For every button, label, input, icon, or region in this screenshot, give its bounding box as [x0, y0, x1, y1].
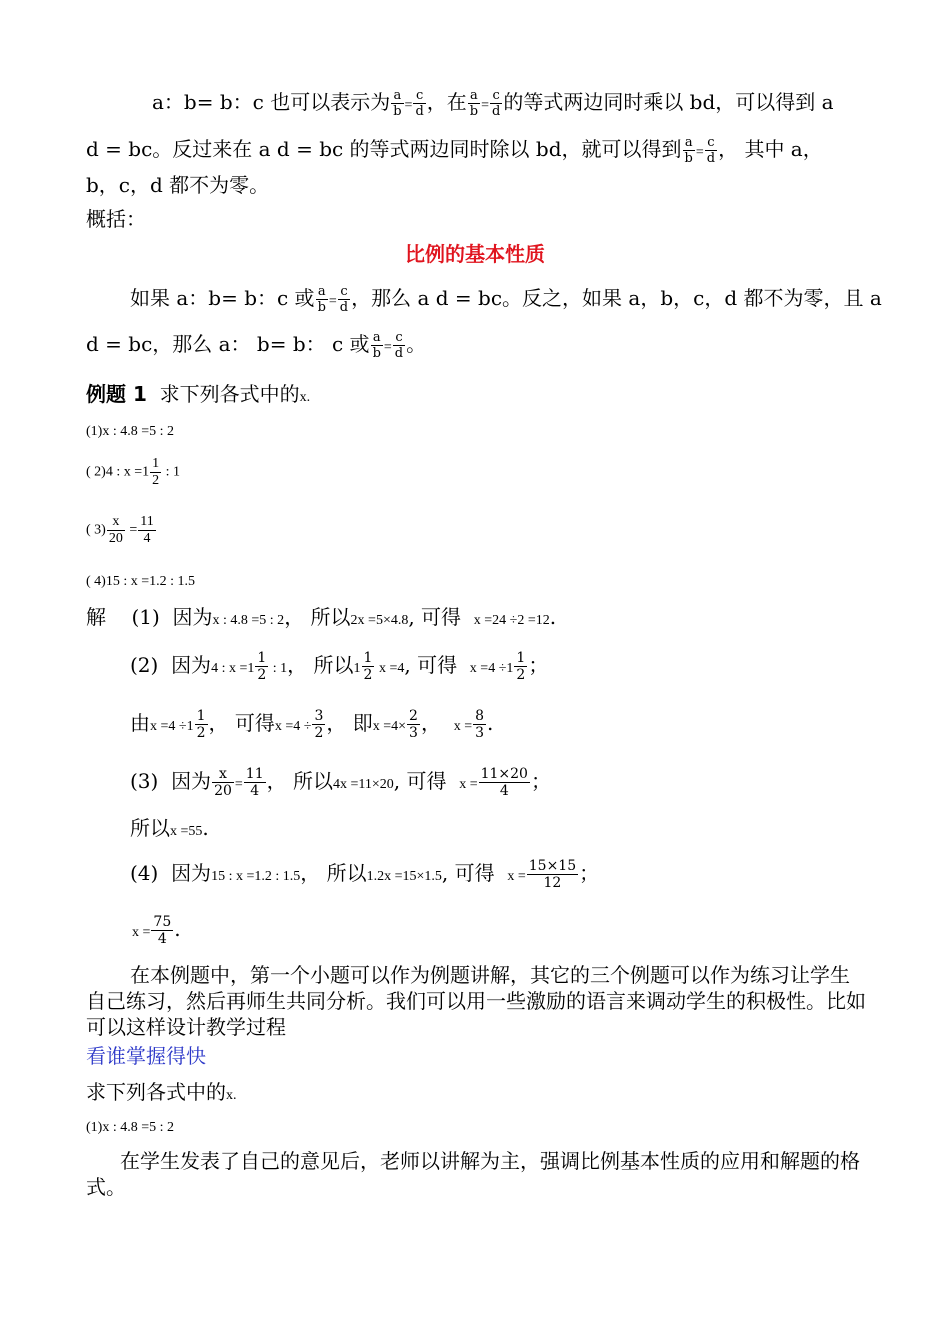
fraction-a-b: $\frac{a}{b}$: [469, 88, 479, 119]
p2-line2: d = bc，那么 a： b= b： c 或 $\frac{a}{b}$ = $\frac{c}{d}$ 。: [86, 330, 427, 361]
question-3: ( 3) $\frac{x}{20}$ = $\frac{11}{4}$: [86, 514, 154, 546]
fraction-a-b: $\frac{a}{b}$: [372, 330, 381, 361]
fraction-c-d: $\frac{c}{d}$: [394, 330, 404, 361]
text: d = bc。反过来在 a d = bc 的等式两边同时除以 bd，就可以得到: [86, 137, 682, 161]
text: 求下列各式中的: [159, 382, 300, 406]
blue-heading: 看谁掌握得快: [86, 1044, 206, 1068]
example-title: [86, 380, 866, 412]
solution-step-2-cont: 由x =4 ÷1 $\frac{1}{2}$ ， 可得x =4 ÷ $\frac{3}{2}$ ， 即x =4× $\frac{2}{3}$ ， x = $\frac{8}{3}$ .: [130, 708, 494, 741]
exercise-question-1: (1)x : 4.8 =5 : 2: [86, 1120, 174, 1135]
fraction-c-d: $\frac{c}{d}$: [492, 88, 501, 119]
solution-step-4-cont: x = $\frac{75}{4}$ .: [132, 914, 181, 947]
text: ，在: [426, 90, 467, 114]
exercise-title: 求下列各式中的x.: [86, 1080, 237, 1104]
fraction-c-d: $\frac{c}{d}$: [706, 135, 716, 166]
text: ，那么 a d = bc。反之，如果 a，b，c，d 都不为零，且 a: [351, 286, 882, 310]
solution-step-3-cont: 所以x =55.: [130, 816, 209, 840]
p2-line1: 如果 a：b= b：c 或 $\frac{a}{b}$ = $\frac{c}{d}$ ，那么 a d = bc。反之，如果 a，b，c，d 都不为零，且 a: [130, 284, 882, 315]
p1-line1: a：b= b：c 也可以表示为 $\frac{a}{b}$ = $\frac{c}{d}$ ，在 $\frac{a}{b}$ = $\frac{c}{d}$ 的等式两边同时乘以 bd，可以得到 a: [152, 88, 834, 119]
example-label: 例题 1: [86, 382, 147, 406]
p1-line2: d = bc。反过来在 a d = bc 的等式两边同时除以 bd，就可以得到 $\frac{a}{b}$ = $\frac{c}{d}$ ， 其中 a，: [86, 135, 823, 166]
text: a：b= b：c 也可以表示为: [152, 90, 391, 114]
solution-step-3: (3) 因为 $\frac{x}{20}$ = $\frac{11}{4}$ ， 所以4x =11×20, 可得 x = $\frac{11\times 20}{4}$ ；: [130, 766, 551, 799]
text: d = bc，那么 a： b= b： c 或: [86, 332, 370, 356]
p1-line3: b，c，d 都不为零。: [86, 173, 270, 197]
solution-step-2: (2) 因为4 : x =1 $\frac{1}{2}$ : 1， 所以1 $\frac{1}{2}$ x =4, 可得 x =4 ÷1 $\frac{1}{2}$ ；: [130, 650, 549, 683]
solution-step-1: 解 (1) 因为x : 4.8 =5 : 2， 所以2x =5×4.8, 可得 x =24 ÷2 =12.: [86, 605, 557, 629]
text: 如果 a：b= b：c 或: [130, 286, 315, 310]
question-4: ( 4)15 : x =1.2 : 1.5: [86, 574, 195, 589]
text: 。: [406, 332, 427, 356]
fraction-a-b: $\frac{a}{b}$: [393, 88, 402, 119]
text: x.: [299, 390, 311, 405]
question-2: ( 2)4 : x =1 $\frac{1}{2}$ : 1: [86, 456, 180, 488]
question-1: (1)x : 4.8 =5 : 2: [86, 424, 174, 439]
text: 的等式两边同时乘以 bd，可以得到 a: [503, 90, 834, 114]
paragraph-4: 在学生发表了自己的意见后，老师以讲解为主，强调比例基本性质的应用和解题的格式。: [86, 1149, 860, 1199]
solution-step-4: (4) 因为15 : x =1.2 : 1.5， 所以1.2x =15×1.5, 可得 x = $\frac{15\times 15}{12}$ ；: [130, 858, 600, 891]
section-heading: 比例的基本性质: [405, 242, 545, 266]
fraction-a-b: $\frac{a}{b}$: [684, 135, 693, 166]
fraction-c-d: $\frac{c}{d}$: [415, 88, 424, 119]
fraction-c-d: $\frac{c}{d}$: [339, 284, 349, 315]
paragraph-3: 在本例题中，第一个小题可以作为例题讲解，其它的三个例题可以作为练习让学生自己练习，然后再师生共同分析。我们可以用一些激励的语言来调动学生的积极性。比如可以这样设计教学过程: [86, 963, 866, 1039]
text: ， 其中 a，: [718, 137, 823, 161]
summary-label: 概括：: [86, 207, 146, 231]
fraction-a-b: $\frac{a}{b}$: [317, 284, 326, 315]
